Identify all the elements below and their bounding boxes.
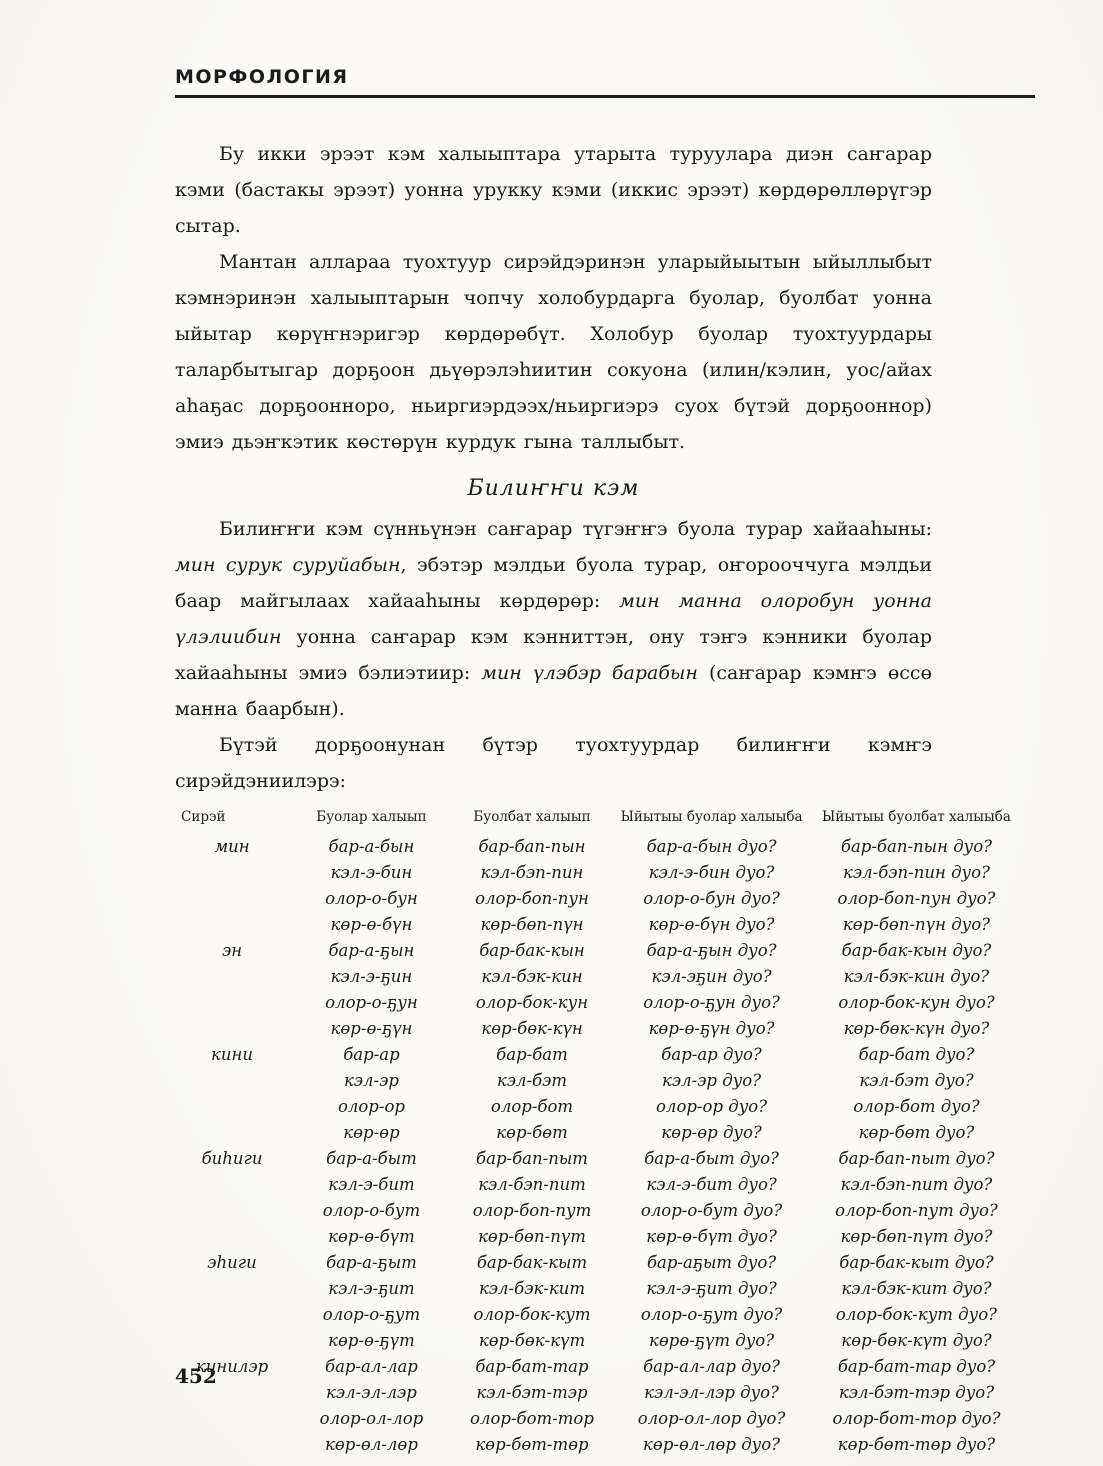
form-cell: көр-өр дуо? bbox=[661, 1123, 762, 1142]
form-cell: көр-ө-бүт bbox=[328, 1227, 415, 1246]
table-row bbox=[175, 1120, 1020, 1146]
pronoun-cell: кини bbox=[211, 1045, 254, 1064]
table-row bbox=[175, 1406, 1020, 1432]
form-cell: олор-боп-пут bbox=[472, 1201, 592, 1220]
form-cell: кэл-бэт-тэр дуо? bbox=[838, 1383, 995, 1402]
running-header: МОРФОЛОГИЯ bbox=[175, 66, 349, 88]
form-cell: кэл-бэп-пин дуо? bbox=[843, 863, 990, 882]
form-cell: бар-а-ҕын дуо? bbox=[646, 941, 777, 960]
pronoun-cell: биһиги bbox=[201, 1149, 263, 1168]
form-cell: бар-бап-пын bbox=[478, 837, 586, 856]
column-header-question-negative: Ыйытыы буолбат халыыба bbox=[822, 809, 1011, 825]
form-cell: кэл-эр bbox=[343, 1071, 399, 1090]
form-cell: көр-ө-ҕүн дуо? bbox=[648, 1019, 775, 1038]
form-cell: олор-ор дуо? bbox=[656, 1097, 768, 1116]
column-header-question-affirmative: Ыйытыы буолар халыыба bbox=[620, 809, 803, 825]
form-cell: кэл-бэт дуо? bbox=[859, 1071, 974, 1090]
pronoun-cell bbox=[175, 990, 289, 1016]
conjugation-table bbox=[175, 809, 1020, 1458]
pronoun-cell bbox=[175, 1432, 289, 1458]
form-cell: көр-бөк-күт bbox=[478, 1331, 586, 1350]
form-cell: бар-бак-кыт bbox=[476, 1253, 588, 1272]
form-cell: олор-бот-тор дуо? bbox=[832, 1409, 1001, 1428]
table-header-row bbox=[175, 809, 1020, 834]
form-cell: бар-бап-пыт дуо? bbox=[838, 1149, 995, 1168]
form-cell: олор-о-ҕут bbox=[322, 1305, 421, 1324]
form-cell: көр-бөт дуо? bbox=[858, 1123, 975, 1142]
form-cell: бар-бат bbox=[496, 1045, 568, 1064]
column-header-negative: Буолбат халыып bbox=[473, 809, 591, 825]
form-cell: бар-а-быт bbox=[326, 1149, 417, 1168]
form-cell: көр-ө-бүн bbox=[330, 915, 413, 934]
pronoun-cell bbox=[175, 1328, 289, 1354]
form-cell: кэл-э-бин дуо? bbox=[648, 863, 775, 882]
form-cell: көрө-ҕүт дуо? bbox=[648, 1331, 775, 1350]
table-row bbox=[175, 1094, 1020, 1120]
pronoun-cell: мин bbox=[214, 837, 250, 856]
form-cell: кэл-э-бит bbox=[328, 1175, 415, 1194]
form-cell: бар-а-быт дуо? bbox=[644, 1149, 779, 1168]
table-row bbox=[175, 886, 1020, 912]
form-cell: кэл-э-ҕит дуо? bbox=[646, 1279, 777, 1298]
table-row bbox=[175, 834, 1020, 860]
paragraph-3 bbox=[175, 511, 932, 727]
form-cell: кэл-бэт-тэр bbox=[476, 1383, 588, 1402]
table-row bbox=[175, 938, 1020, 964]
form-cell: бар-а-ҕын bbox=[328, 941, 415, 960]
form-cell: кэл-эр дуо? bbox=[662, 1071, 762, 1090]
form-cell: бар-бап-пыт bbox=[476, 1149, 588, 1168]
form-cell: кэл-э-ҕит bbox=[328, 1279, 415, 1298]
form-cell: бар-аҕыт дуо? bbox=[646, 1253, 777, 1272]
table-row bbox=[175, 1016, 1020, 1042]
pronoun-cell bbox=[175, 1198, 289, 1224]
paragraph-3-segment: , эбэтэр мэлдьи буола турар, оҥорооччуга мэлдьи баар майгылаах хайааһыны көрдөрөр: bbox=[175, 554, 932, 612]
form-cell: кэл-бэк-кит дуо? bbox=[841, 1279, 992, 1298]
section-heading: Билиҥҥи кэм bbox=[467, 476, 640, 501]
form-cell: кэл-э-бин bbox=[330, 863, 413, 882]
form-cell: кэл-э-бит дуо? bbox=[646, 1175, 777, 1194]
form-cell: кэл-бэк-кин bbox=[481, 967, 583, 986]
paragraph-3-example: мин сурук суруйабын bbox=[175, 554, 401, 576]
pronoun-cell bbox=[175, 912, 289, 938]
pronoun-cell bbox=[175, 860, 289, 886]
form-cell: олор-бок-кун bbox=[475, 993, 589, 1012]
table-row bbox=[175, 964, 1020, 990]
form-cell: көр-ө-бүн дуо? bbox=[648, 915, 775, 934]
form-cell: көр-бөк-күн дуо? bbox=[843, 1019, 990, 1038]
form-cell: көр-бөп-пүн bbox=[480, 915, 584, 934]
form-cell: көр-бөт-төр дуо? bbox=[837, 1435, 996, 1454]
page-number: 452 bbox=[175, 1364, 217, 1388]
pronoun-cell bbox=[175, 1016, 289, 1042]
table-row bbox=[175, 912, 1020, 938]
table-row bbox=[175, 1432, 1020, 1458]
paragraph-3-segment: Билиҥҥи кэм сүнньүнэн саҥарар түгэҥҥэ буола турар хайааһыны: bbox=[219, 518, 932, 540]
form-cell: кэл-бэт bbox=[496, 1071, 568, 1090]
form-cell: көр-бөт bbox=[496, 1123, 568, 1142]
form-cell: олор-боп-пун дуо? bbox=[837, 889, 996, 908]
form-cell: олор-бок-кут дуо? bbox=[835, 1305, 997, 1324]
form-cell: бар-а-ҕыт bbox=[326, 1253, 417, 1272]
column-header-affirmative: Буолар халыып bbox=[316, 809, 427, 825]
form-cell: бар-бап-пын дуо? bbox=[840, 837, 993, 856]
form-cell: олор-бот-тор bbox=[470, 1409, 594, 1428]
table-row bbox=[175, 1172, 1020, 1198]
form-cell: көр-ө-ҕүн bbox=[330, 1019, 413, 1038]
table-row bbox=[175, 1224, 1020, 1250]
form-cell: кэл-бэк-кин дуо? bbox=[843, 967, 990, 986]
form-cell: көр-өл-лөр дуо? bbox=[643, 1435, 781, 1454]
page-content bbox=[175, 66, 1035, 1458]
form-cell: олор-о-бун дуо? bbox=[643, 889, 780, 908]
form-cell: олор-о-бут дуо? bbox=[640, 1201, 783, 1220]
paragraph-1: Бу икки эрээт кэм халыыптара утарыта туруулара диэн саҥарар кэми (бастакы эрээт) уонна урукку кэми (иккис эрээт) көрдөрөллөрүгэр сытар. bbox=[175, 143, 932, 237]
table-row bbox=[175, 1328, 1020, 1354]
form-cell: көр-бөт-төр bbox=[475, 1435, 589, 1454]
form-cell: бар-а-бын bbox=[328, 837, 415, 856]
paragraph-3-example: мин манна олоробун уонна үлэлиибин bbox=[175, 590, 932, 648]
form-cell: олор-боп-пун bbox=[475, 889, 589, 908]
table-row bbox=[175, 1068, 1020, 1094]
pronoun-cell bbox=[175, 964, 289, 990]
form-cell: бар-а-бын дуо? bbox=[646, 837, 777, 856]
pronoun-cell: кинилэр bbox=[195, 1357, 269, 1376]
form-cell: олор-бот дуо? bbox=[853, 1097, 980, 1116]
table-row bbox=[175, 990, 1020, 1016]
form-cell: көр-ө-ҕүт bbox=[328, 1331, 415, 1350]
form-cell: көр-бөк-күн bbox=[481, 1019, 583, 1038]
form-cell: олор-о-ҕун bbox=[325, 993, 418, 1012]
pronoun-cell bbox=[175, 886, 289, 912]
form-cell: көр-ө-бүт дуо? bbox=[646, 1227, 777, 1246]
form-cell: көр-өл-лөр bbox=[324, 1435, 418, 1454]
form-cell: кэл-эл-лэр bbox=[326, 1383, 417, 1402]
form-cell: олор-бок-кут bbox=[473, 1305, 591, 1324]
header-rule bbox=[175, 95, 1035, 98]
table-row bbox=[175, 1198, 1020, 1224]
form-cell: олор-ор bbox=[337, 1097, 405, 1116]
column-header-person: Сирэй bbox=[181, 809, 226, 825]
paragraph-3-example: мин үлэбэр барабын bbox=[481, 662, 698, 684]
form-cell: олор-о-ҕун дуо? bbox=[643, 993, 780, 1012]
form-cell: бар-ал-лар дуо? bbox=[643, 1357, 780, 1376]
form-cell: олор-бот bbox=[490, 1097, 574, 1116]
pronoun-cell bbox=[175, 1406, 289, 1432]
pronoun-cell: эһиги bbox=[207, 1253, 257, 1272]
paragraph-4-table-intro: Бүтэй дорҕоонунан бүтэр туохтуурдар билиҥҥи кэмҥэ сирэйдэниилэрэ: bbox=[175, 734, 932, 792]
form-cell: көр-бөп-пүт bbox=[478, 1227, 586, 1246]
form-cell: бар-бак-кын дуо? bbox=[841, 941, 992, 960]
form-cell: олор-о-бут bbox=[322, 1201, 421, 1220]
form-cell: көр-бөп-пүт дуо? bbox=[840, 1227, 993, 1246]
pronoun-cell: эн bbox=[221, 941, 243, 960]
form-cell: бар-ал-лар bbox=[325, 1357, 418, 1376]
table-row bbox=[175, 1276, 1020, 1302]
form-cell: олор-ол-лор дуо? bbox=[637, 1409, 786, 1428]
form-cell: олор-ол-лор bbox=[319, 1409, 424, 1428]
pronoun-cell bbox=[175, 1276, 289, 1302]
form-cell: олор-бок-кун дуо? bbox=[838, 993, 995, 1012]
form-cell: көр-бөк-күт дуо? bbox=[841, 1331, 992, 1350]
form-cell: олор-о-ҕут дуо? bbox=[640, 1305, 783, 1324]
form-cell: кэл-бэп-пин bbox=[480, 863, 584, 882]
table-row bbox=[175, 1354, 1020, 1380]
form-cell: бар-бак-кыт дуо? bbox=[839, 1253, 994, 1272]
pronoun-cell bbox=[175, 1172, 289, 1198]
table-row bbox=[175, 1250, 1020, 1276]
form-cell: бар-бак-кын bbox=[479, 941, 585, 960]
table-row bbox=[175, 1146, 1020, 1172]
table-row bbox=[175, 1380, 1020, 1406]
form-cell: бар-ар дуо? bbox=[661, 1045, 762, 1064]
form-cell: бар-бат-тар дуо? bbox=[837, 1357, 996, 1376]
table-row bbox=[175, 860, 1020, 886]
form-cell: кэл-бэк-кит bbox=[478, 1279, 585, 1298]
pronoun-cell bbox=[175, 1224, 289, 1250]
form-cell: бар-бат-тар bbox=[475, 1357, 589, 1376]
form-cell: олор-боп-пут дуо? bbox=[835, 1201, 998, 1220]
pronoun-cell bbox=[175, 1302, 289, 1328]
form-cell: олор-о-бун bbox=[325, 889, 418, 908]
form-cell: кэл-эл-лэр дуо? bbox=[644, 1383, 779, 1402]
paragraph-2: Мантан аллараа туохтуур сирэйдэринэн уларыйыытын ыйыллыбыт кэмнэринэн халыыптарын чопчу холобурдарга буолар, буолбат уонна ыйытар көрүҥнэригэр көрдөрөбүт. Холобур буолар туохтуурдары таларбытыгар дорҕоон дьүөрэлэһиитин сокуона (илин/кэлин, уос/айах аһаҕас дорҕоонноро, ньиргиэрдээх/ньиргиэрэ суох бүтэй дорҕооннор) эмиэ дьэҥкэтик көстөрүн курдук гына таллыбыт. bbox=[175, 251, 932, 453]
table-row bbox=[175, 1042, 1020, 1068]
table-row bbox=[175, 1302, 1020, 1328]
form-cell: кэл-э-ҕин bbox=[330, 967, 413, 986]
form-cell: бар-бат дуо? bbox=[858, 1045, 975, 1064]
form-cell: кэл-эҕин дуо? bbox=[651, 967, 772, 986]
pronoun-cell bbox=[175, 1068, 289, 1094]
form-cell: көр-өр bbox=[343, 1123, 400, 1142]
form-cell: кэл-бэп-пит bbox=[478, 1175, 586, 1194]
form-cell: кэл-бэп-пит дуо? bbox=[840, 1175, 993, 1194]
pronoun-cell bbox=[175, 1120, 289, 1146]
form-cell: көр-бөп-пүн дуо? bbox=[842, 915, 991, 934]
form-cell: бар-ар bbox=[343, 1045, 400, 1064]
paragraph-3-segment: (саҥарар кэмҥэ өссө манна баарбын). bbox=[175, 662, 932, 720]
pronoun-cell bbox=[175, 1094, 289, 1120]
paragraph-3-segment: уонна саҥарар кэм кэнниттэн, ону тэҥэ кэнники буолар хайааһыны эмиэ бэлиэтиир: bbox=[175, 626, 932, 684]
